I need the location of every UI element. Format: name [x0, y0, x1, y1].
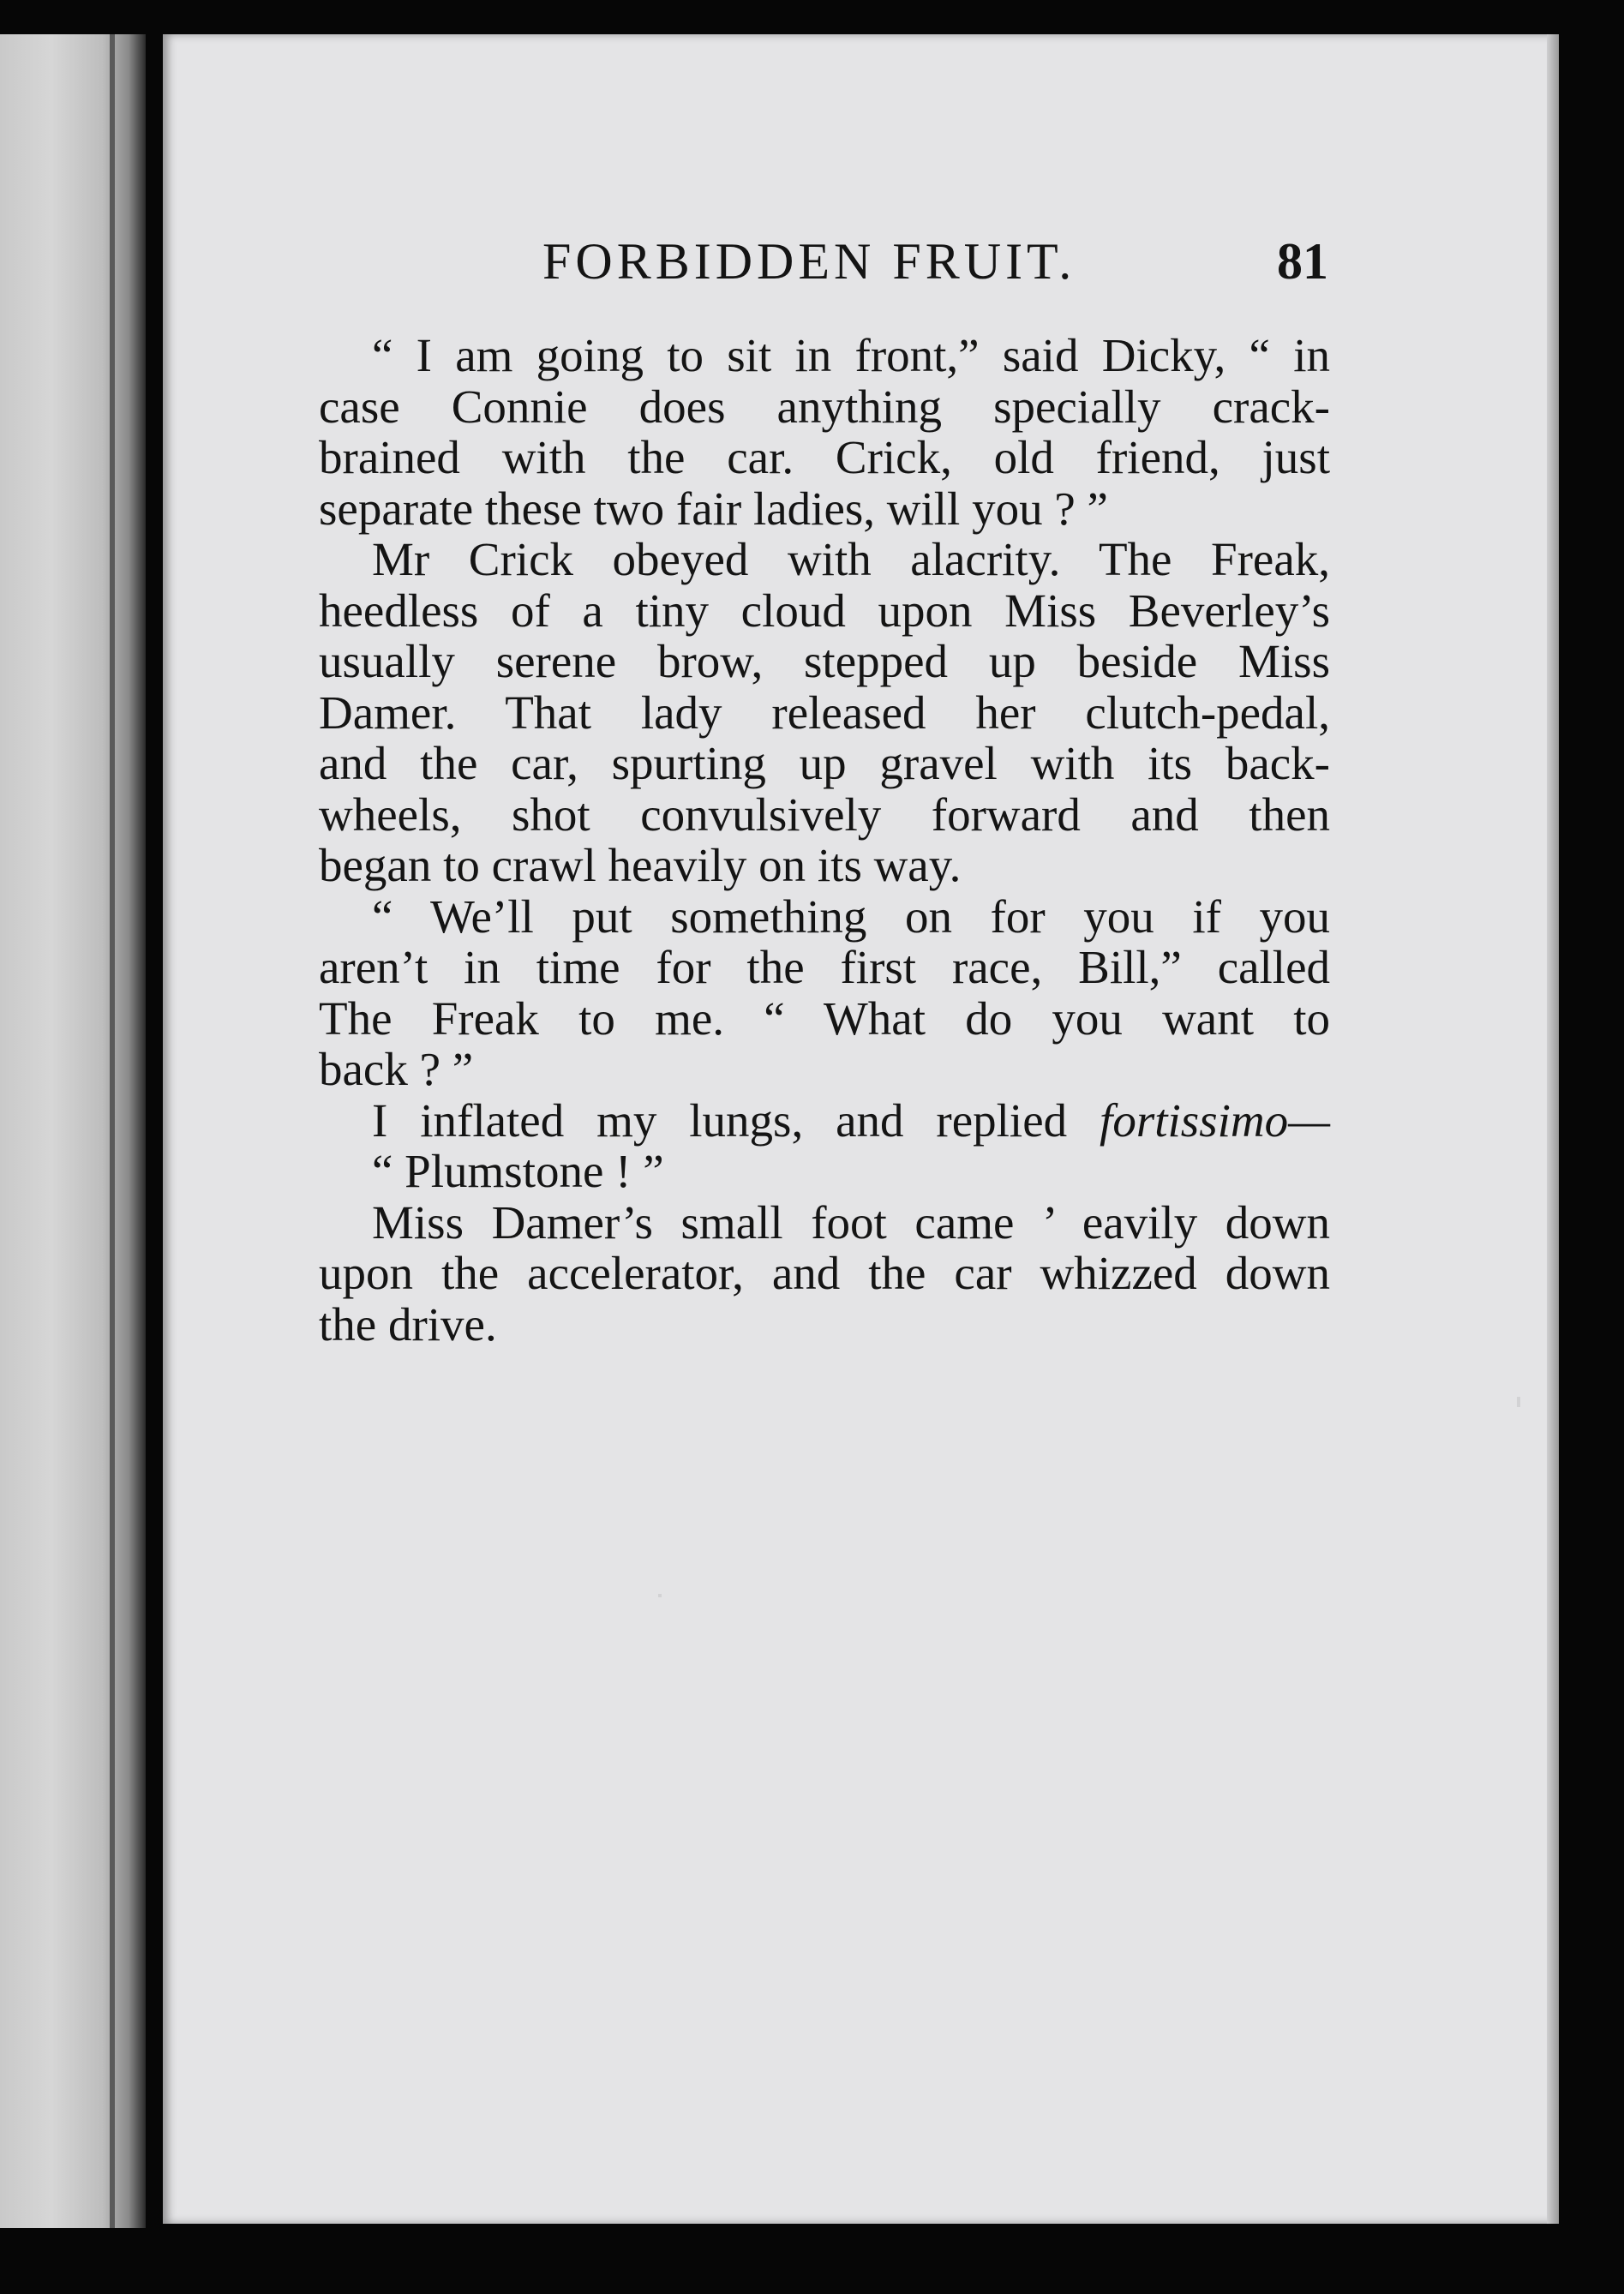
text-line: case Connie does anything specially crack-	[319, 380, 1330, 433]
text-line: and the car, spurting up gravel with its back-	[319, 737, 1330, 789]
text-line	[319, 1095, 1330, 1147]
text-line: Mr Crick obeyed with alacrity. The Freak,	[372, 533, 1330, 585]
text-line: brained with the car. Crick, old friend, just	[319, 431, 1330, 483]
text-line: Damer. That lady released her clutch-pedal,	[319, 686, 1330, 739]
text-line: heedless of a tiny cloud upon Miss Beverley’s	[319, 584, 1330, 637]
text-line: began to crawl heavily on its way.	[319, 839, 962, 891]
italic-text: fortissimo—	[1100, 1093, 1331, 1147]
page-number: 81	[1277, 233, 1328, 290]
text-line: “ We’ll put something on for you if you	[372, 889, 1330, 943]
book-gutter	[110, 34, 115, 2228]
facing-page-edge	[0, 34, 146, 2228]
text-line: the drive.	[319, 1297, 497, 1351]
text-line: upon the accelerator, and the car whizzed down	[319, 1247, 1330, 1299]
paper-speck	[1517, 1397, 1520, 1407]
text-line: usually serene brow, stepped up beside Miss	[319, 635, 1330, 687]
text-line: “ Plumstone ! ”	[372, 1145, 664, 1197]
text-segment: I inflated my lungs, and replied	[372, 1093, 1068, 1147]
text-line: Miss Damer’s small foot came ’ eavily down	[372, 1195, 1330, 1249]
paper-speck	[658, 1594, 662, 1597]
page-body-text	[319, 330, 1330, 1350]
text-line: “ I am going to sit in front,” said Dicky, “ in	[372, 329, 1330, 381]
text-line: back ? ”	[319, 1043, 474, 1095]
running-title: FORBIDDEN FRUIT.	[542, 233, 1076, 290]
book-page	[163, 34, 1555, 2224]
text-line: The Freak to me. “ What do you want to	[319, 991, 1330, 1045]
text-line: aren’t in time for the first race, Bill,” called	[319, 941, 1330, 993]
text-line: separate these two fair ladies, will you ? ”	[319, 482, 1108, 535]
page-header	[163, 227, 1555, 296]
page-right-edge	[1547, 34, 1559, 2224]
text-line: wheels, shot convulsively forward and then	[319, 788, 1330, 841]
